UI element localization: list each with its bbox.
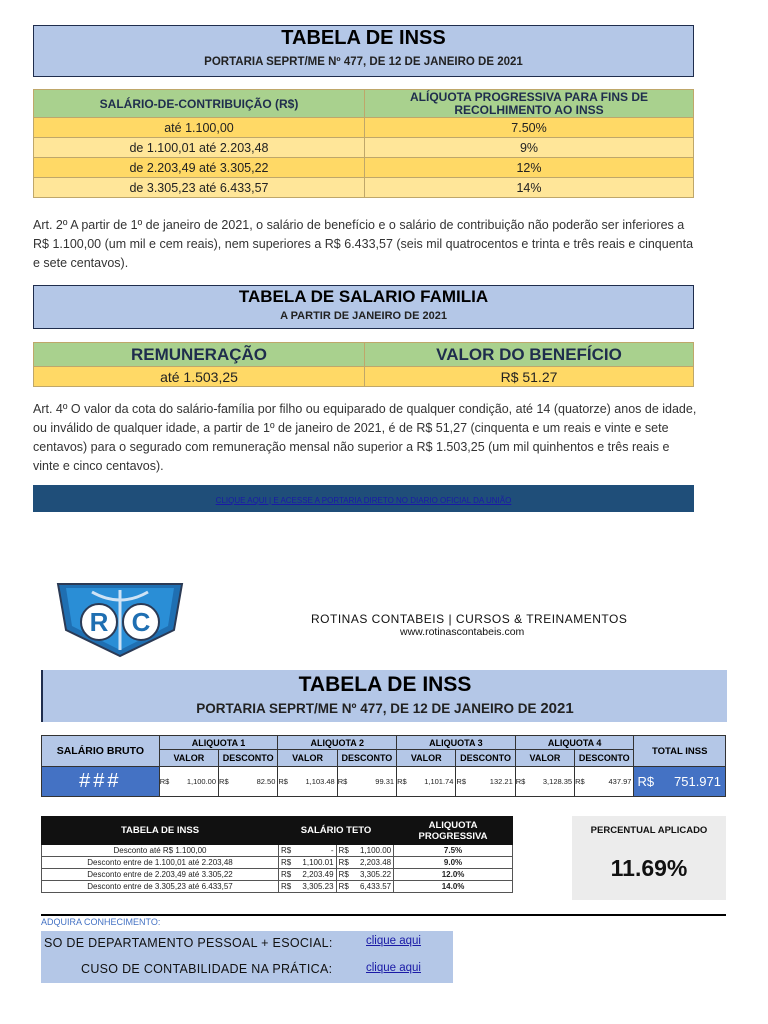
table-row: [42, 845, 513, 857]
inss2-header: [41, 670, 727, 722]
col-aliquota-1: ALIQUOTA 1: [159, 736, 278, 750]
col-aliquota-3: ALIQUOTA 3: [397, 736, 516, 750]
ref-max: R$ 1,100.00: [336, 845, 394, 857]
inss-article: Art. 2º A partir de 1º de janeiro de 2021, o salário de benefício e o salário de contribuição não poderão ser inferiores a R$ 1.100,00 (um mil e cem reais), nem superiores a R$ 6.433,57 (seis mil quatrocentos e trinta e três reais e cinquenta e sete centavos).: [33, 218, 694, 270]
ref-label: Desconto entre de 1.100,01 até 2.203,48: [42, 857, 279, 869]
inss2-subtitle: PORTARIA SEPRT/ME Nº 477, DE 12 DE JANEIRO DE: [196, 701, 537, 716]
col-desconto: DESCONTO: [219, 750, 278, 767]
ref-label: Desconto até R$ 1.100,00: [42, 845, 279, 857]
course-dp-link[interactable]: clique aqui: [366, 935, 421, 947]
col-valor: VALOR: [397, 750, 456, 767]
ref-rate: 14.0%: [394, 881, 513, 893]
inss-title: TABELA DE INSS: [281, 27, 446, 49]
brand-site: www.rotinascontabeis.com: [400, 626, 525, 638]
ref-min: R$ 1,100.01: [279, 857, 337, 869]
ref-max: R$ 3,305.22: [336, 869, 394, 881]
ref-rate: 12.0%: [394, 869, 513, 881]
familia-title: TABELA DE SALARIO FAMILIA: [238, 287, 489, 306]
brand-name: ROTINAS CONTABEIS | CURSOS & TREINAMENTOS: [311, 612, 628, 626]
familia-header: [33, 285, 694, 329]
calc-table: [41, 735, 726, 797]
ref-max: R$ 6,433.57: [336, 881, 394, 893]
ref-label: Desconto entre de 3.305,23 até 6.433,57: [42, 881, 279, 893]
col-desconto: DESCONTO: [337, 750, 396, 767]
calc-cell: R$ 1,101.74: [397, 767, 456, 797]
col-valor: VALOR: [515, 750, 574, 767]
ref-max: R$ 2,203.48: [336, 857, 394, 869]
total-inss-value: R$ 751.971: [634, 767, 726, 797]
percent-value: 11.69%: [610, 855, 688, 881]
inss2-title: TABELA DE INSS: [298, 673, 472, 696]
familia-value: R$ 51.27: [365, 367, 694, 387]
svg-text:R: R: [89, 607, 109, 637]
rate-cell: 12%: [365, 158, 694, 178]
ref-min: R$ -: [279, 845, 337, 857]
col-valor: VALOR: [159, 750, 218, 767]
inss-reference-table: [41, 816, 513, 893]
table-row: [42, 857, 513, 869]
ref-label: Desconto entre de 2.203,49 até 3.305,22: [42, 869, 279, 881]
table-row: [42, 869, 513, 881]
inss2-year: 2021: [540, 700, 574, 717]
rate-cell: 9%: [365, 138, 694, 158]
table-row: [34, 138, 694, 158]
courses-divider: [41, 914, 726, 916]
range-cell: até 1.100,00: [34, 118, 365, 138]
ref-rate: 7.5%: [394, 845, 513, 857]
portaria-link[interactable]: CLIQUE AQUI | E ACESSE A PORTARIA DIRETO NO DIARIO OFICIAL DA UNIÃO: [215, 496, 512, 505]
salario-bruto-input[interactable]: ###: [42, 767, 160, 797]
col-valor: VALOR: [278, 750, 337, 767]
familia-article: Art. 4º O valor da cota do salário-família por filho ou equiparado de qualquer condição, até 14 (quatorze) anos de idade, ou inválido de qualquer idade, a partir de 1º de janeiro de 2021, é de R$ 51,27 (cinquenta e um reais e vinte e sete centavos) para o segurado com remuneração mensal não superior a R$ 1.503,25 (um mil quinhentos e três reais e vinte e cinco centavos).: [33, 402, 697, 473]
col-aliquota: ALÍQUOTA PROGRESSIVA PARA FINS DE RECOLHIMENTO AO INSS: [365, 90, 694, 118]
col-desconto: DESCONTO: [456, 750, 515, 767]
ref-min: R$ 3,305.23: [279, 881, 337, 893]
col-aliquota-2: ALIQUOTA 2: [278, 736, 397, 750]
calc-cell: R$ 82.50: [219, 767, 278, 797]
familia-range: até 1.503,25: [34, 367, 365, 387]
inss-header: [33, 25, 694, 77]
ref-col-salario-teto: SALÁRIO TETO: [279, 817, 394, 845]
calc-cell: R$ 437.97: [575, 767, 634, 797]
col-total-inss: TOTAL INSS: [634, 736, 726, 767]
calc-cell: R$ 3,128.35: [515, 767, 574, 797]
range-cell: de 2.203,49 até 3.305,22: [34, 158, 365, 178]
portaria-banner: [33, 485, 694, 512]
svg-text:C: C: [131, 607, 151, 637]
col-remuneracao: REMUNERAÇÃO: [34, 343, 365, 367]
table-row: [34, 367, 694, 387]
ref-col-aliquota: ALIQUOTA PROGRESSIVA: [394, 817, 513, 845]
table-row: [42, 881, 513, 893]
course-contab-label: CUSO DE CONTABILIDADE NA PRÁTICA:: [81, 962, 333, 976]
calc-cell: R$ 99.31: [337, 767, 396, 797]
ref-min: R$ 2,203.49: [279, 869, 337, 881]
course-contab-link[interactable]: clique aqui: [366, 962, 421, 974]
courses-heading: ADQUIRA CONHECIMENTO:: [41, 917, 161, 927]
ref-col-tabela: TABELA DE INSS: [42, 817, 279, 845]
range-cell: de 1.100,01 até 2.203,48: [34, 138, 365, 158]
col-salario-bruto: SALÁRIO BRUTO: [42, 736, 160, 767]
course-dp-label: SO DE DEPARTAMENTO PESSOAL + ESOCIAL:: [44, 936, 333, 950]
rc-logo: [52, 578, 188, 658]
table-row: [34, 118, 694, 138]
ref-rate: 9.0%: [394, 857, 513, 869]
col-salario: SALÁRIO-DE-CONTRIBUIÇÃO (R$): [34, 90, 365, 118]
rc-logo-icon: [52, 578, 188, 658]
inss-subtitle: PORTARIA SEPRT/ME Nº 477, DE 12 DE JANEIRO DE 2021: [204, 56, 523, 68]
familia-subtitle: A PARTIR DE JANEIRO DE 2021: [280, 310, 447, 322]
percent-label: PERCENTUAL APLICADO: [590, 825, 708, 836]
table-row: [34, 158, 694, 178]
range-cell: de 3.305,23 até 6.433,57: [34, 178, 365, 198]
col-aliquota-4: ALIQUOTA 4: [515, 736, 634, 750]
col-valor-beneficio: VALOR DO BENEFÍCIO: [365, 343, 694, 367]
calc-cell: R$ 1,103.48: [278, 767, 337, 797]
rate-cell: 7.50%: [365, 118, 694, 138]
inss2-subtitle-wrap: [43, 700, 727, 717]
rate-cell: 14%: [365, 178, 694, 198]
calc-cell: R$ 132.21: [456, 767, 515, 797]
calc-row: [42, 767, 726, 797]
familia-table: [33, 342, 694, 387]
calc-cell: R$ 1,100.00: [159, 767, 218, 797]
col-desconto: DESCONTO: [575, 750, 634, 767]
inss-rates-table: [33, 89, 694, 198]
percent-box: [572, 816, 726, 900]
table-row: [34, 178, 694, 198]
